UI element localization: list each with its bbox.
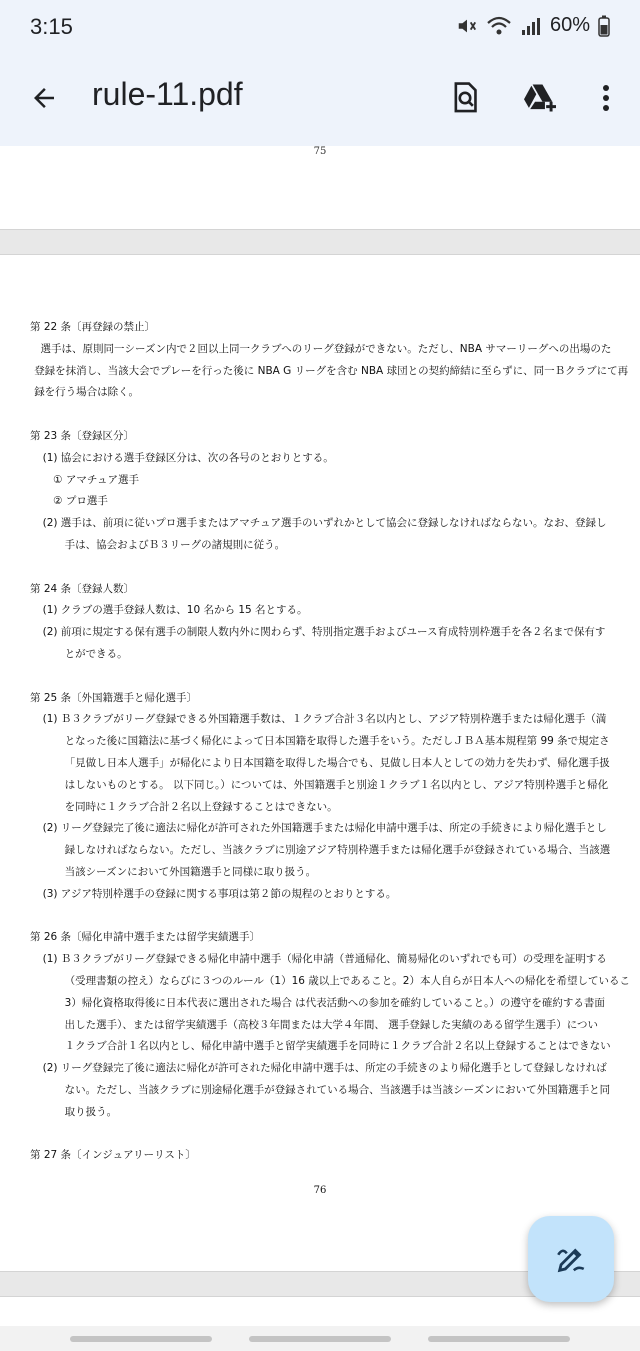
- document-line: を同時に１クラブ合計２名以上登録することはできない。: [64, 800, 338, 813]
- document-line: （受理書類の控え）ならびに３つのルール（1）16 歳以上であること。2）本人自らが日本人への帰化を希望しているこ: [64, 975, 630, 987]
- mute-icon: [456, 15, 478, 37]
- signal-icon: [520, 15, 542, 37]
- document-title: rule-11.pdf: [92, 76, 243, 112]
- annotate-fab-button[interactable]: [528, 1216, 614, 1302]
- add-to-drive-button[interactable]: [518, 76, 562, 120]
- status-time: 3:15: [30, 14, 73, 39]
- document-line: (1) クラブの選手登録人数は、10 名から 15 名とする。: [42, 604, 308, 617]
- document-line: 録しなければならない。ただし、当該クラブに別途アジア特別枠選手または帰化選手が登録されている場合、当該選: [64, 844, 611, 857]
- document-line: 当該シーズンにおいて外国籍選手と同様に取り扱う。: [64, 866, 317, 878]
- edit-pen-icon: [554, 1242, 588, 1276]
- more-vert-icon: [601, 83, 611, 113]
- document-line: 取り扱う。: [64, 1105, 118, 1118]
- article-heading: 第 25 条〔外国籍選手と帰化選手〕: [30, 691, 198, 704]
- system-nav-bar: [0, 1326, 640, 1351]
- document-line: １クラブ合計１名以内とし、帰化申請中選手と留学実績選手を同時に１クラブ合計２名以上登録することはできない: [64, 1040, 611, 1053]
- document-line: (3) アジア特別枠選手の登録に関する事項は第２節の規程のとおりとする。: [42, 887, 397, 900]
- document-line: (2) リーグ登録完了後に適法に帰化が許可された帰化申請中選手は、所定の手続きのより帰化選手として登録しなければ: [42, 1062, 607, 1075]
- pdf-page-previous: [0, 146, 640, 230]
- nav-pill-center[interactable]: [249, 1336, 391, 1342]
- article-heading: 第 23 条〔登録区分〕: [30, 430, 135, 442]
- document-line: となった後に国籍法に基づく帰化によって日本国籍を取得した選手をいう。ただしＪＢＡ基本規程第 99 条で規定さ: [64, 735, 610, 748]
- more-options-button[interactable]: [584, 76, 628, 120]
- search-document-icon: [449, 81, 481, 115]
- status-icons: [456, 14, 610, 37]
- document-line: 録を行う場合は除く。: [34, 386, 139, 399]
- document-line: 選手は、原則同一シーズン内で２回以上同一クラブへのリーグ登録ができない。ただし、NBA サマーリーグへの出場のた: [40, 342, 612, 355]
- battery-text: 60%: [549, 14, 590, 36]
- document-line: 手は、協会およびＢ３リーグの諸規則に従う。: [64, 539, 286, 551]
- document-line: ② プロ選手: [53, 495, 108, 508]
- document-line: (2) 前項に規定する保有選手の制限人数内外に関わらず、特別指定選手およびユース育成特別枠選手を各２名まで保有す: [42, 626, 606, 639]
- document-line: (2) 選手は、前項に従いプロ選手またはアマチュア選手のいずれかとして協会に登録しなければならない。なお、登録し: [42, 517, 607, 530]
- drive-add-icon: [521, 82, 559, 114]
- search-document-button[interactable]: [443, 76, 487, 120]
- document-line: 登録を抹消し、当該大会でプレーを行った後に NBA G リーグを含む NBA 球団との契約締結に至らずに、同一Ｂクラブにて再: [34, 364, 629, 377]
- app-header: [0, 0, 640, 146]
- arrow-back-icon: [29, 83, 59, 113]
- article-heading: 第 26 条〔帰化申請中選手または留学実績選手〕: [30, 931, 261, 944]
- back-button[interactable]: [24, 78, 64, 118]
- battery-icon: [598, 15, 610, 37]
- page-number-current: 76: [313, 1185, 327, 1196]
- document-line: (1) Ｂ３クラブがリーグ登録できる帰化申請中選手（帰化申請（普通帰化、簡易帰化のいずれでも可）の受理を証明する: [42, 953, 607, 966]
- document-line: ない。ただし、当該クラブに別途帰化選手が登録されている場合、当該選手は当該シーズンにおいて外国籍選手と同: [64, 1084, 611, 1096]
- article-heading: 第 22 条〔再登録の禁止〕: [30, 321, 156, 333]
- document-line: (2) リーグ登録完了後に適法に帰化が許可された外国籍選手または帰化申請中選手は、所定の手続きにより帰化選手とし: [42, 822, 607, 835]
- wifi-icon: [486, 15, 512, 37]
- document-line: 3）帰化資格取得後に日本代表に選出された場合 は代表活動への参加を確約していること。）の遵守を確約する書面: [64, 996, 605, 1009]
- document-line: (1) Ｂ３クラブがリーグ登録できる外国籍選手数は、１クラブ合計３名以内とし、アジア特別枠選手または帰化選手（満: [42, 713, 607, 726]
- document-line: とができる。: [64, 648, 128, 660]
- article-heading: 第 27 条〔インジュアリーリスト〕: [30, 1149, 196, 1162]
- document-line: 出した選手）、または留学実績選手（高校３年間または大学４年間、 選手登録した実績のある留学生選手）につい: [64, 1018, 599, 1031]
- article-heading: 第 24 条〔登録人数〕: [30, 582, 135, 595]
- document-line: はしないものとする。 以下同じ。）については、外国籍選手と別途１クラブ１名以内とし、アジア特別枠選手と帰化: [64, 778, 609, 791]
- page-number-previous: 75: [313, 146, 327, 157]
- pdf-page-current: [0, 254, 640, 1272]
- nav-pill-left[interactable]: [70, 1336, 212, 1342]
- document-line: 「見做し日本人選手」が帰化により日本国籍を取得した場合でも、見做し日本人としての効力を失わず、帰化選手扱: [64, 757, 610, 769]
- document-line: (1) 協会における選手登録区分は、次の各号のとおりとする。: [42, 451, 334, 464]
- document-line: ① アマチュア選手: [53, 473, 140, 486]
- nav-pill-right[interactable]: [428, 1336, 570, 1342]
